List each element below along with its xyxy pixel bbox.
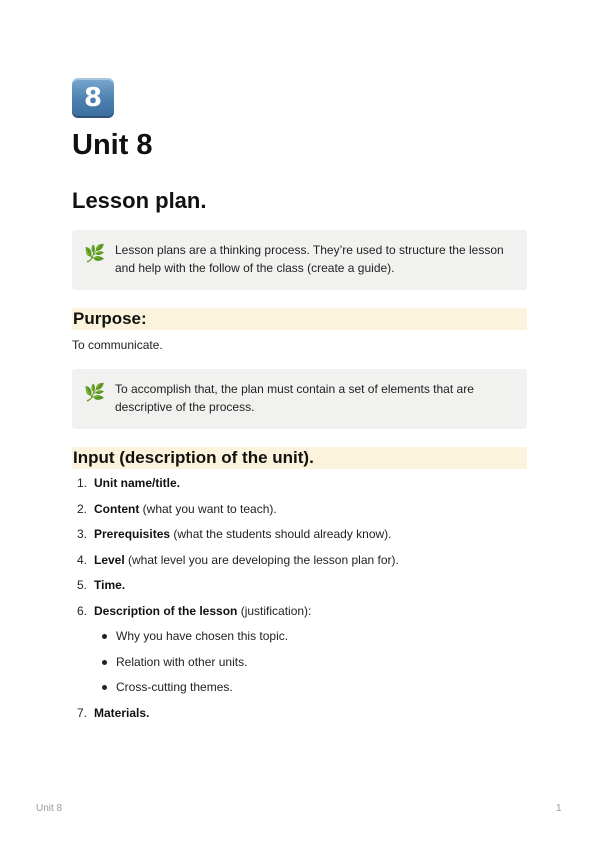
bullet-dot-icon — [102, 634, 107, 639]
list-item-bold: Time. — [94, 578, 126, 592]
sub-bullet-text: Why you have chosen this topic. — [116, 629, 289, 643]
list-item-number: 1. — [77, 476, 88, 490]
list-item-bold: Materials. — [94, 705, 150, 720]
herb-icon: 🌿 — [84, 244, 106, 264]
list-item-text: (justification): — [237, 603, 312, 618]
footer-page-number: 1 — [556, 803, 562, 814]
sub-bullet-text: Cross-cutting themes. — [116, 680, 233, 694]
bullet-dot-icon — [102, 660, 107, 665]
page-title: Unit 8 — [72, 129, 153, 161]
list-item — [72, 552, 527, 568]
input-heading: Input (description of the unit). — [72, 447, 527, 469]
callout-thinking-process — [72, 230, 527, 290]
list-item-number: 2. — [77, 501, 88, 516]
sub-bullet-list — [94, 628, 527, 695]
list-item — [72, 501, 527, 517]
list-item-number: 3. — [77, 527, 88, 541]
list-item-text: (what level you are developing the lesson plan for). — [124, 552, 399, 567]
list-item-bold: Level — [94, 552, 125, 567]
keycap-8-icon — [72, 78, 114, 118]
callout-elements — [72, 369, 527, 429]
sub-bullet-item — [94, 654, 527, 670]
sub-bullet-item — [94, 628, 527, 644]
list-item-bold: Description of the lesson — [94, 603, 238, 618]
list-item — [72, 526, 527, 542]
section-heading-lesson-plan: Lesson plan. — [72, 188, 207, 213]
keycap-8-icon-glyph: 8 — [83, 83, 103, 113]
list-item-bold: Prerequisites — [94, 527, 171, 541]
purpose-heading: Purpose: — [72, 308, 527, 330]
callout-text: Lesson plans are a thinking process. They’re used to structure the lesson and help with the follow of the class (create a guide). — [115, 243, 504, 275]
list-item-text: (what you want to teach). — [139, 501, 277, 516]
list-item — [72, 705, 527, 721]
list-item-bold: Content — [94, 501, 140, 516]
list-item — [72, 577, 527, 593]
list-item-number: 5. — [77, 578, 88, 592]
list-item-number: 4. — [77, 552, 88, 567]
footer-page-label: Unit 8 — [36, 803, 63, 814]
list-item-number: 7. — [77, 705, 88, 720]
sub-bullet-text: Relation with other units. — [116, 654, 248, 669]
input-list — [72, 475, 527, 721]
sub-bullet-item — [94, 679, 527, 695]
list-item-text: (what the students should already know). — [170, 527, 392, 541]
herb-icon: 🌿 — [84, 383, 106, 403]
list-item — [72, 603, 527, 696]
callout-text: To accomplish that, the plan must contain a set of elements that are descriptive of the process. — [115, 382, 474, 414]
list-item-number: 6. — [77, 603, 88, 618]
document-page — [72, 78, 527, 730]
list-item — [72, 475, 527, 491]
bullet-dot-icon — [102, 685, 107, 690]
purpose-text: To communicate. — [72, 338, 163, 352]
list-item-bold: Unit name/title. — [94, 476, 181, 490]
